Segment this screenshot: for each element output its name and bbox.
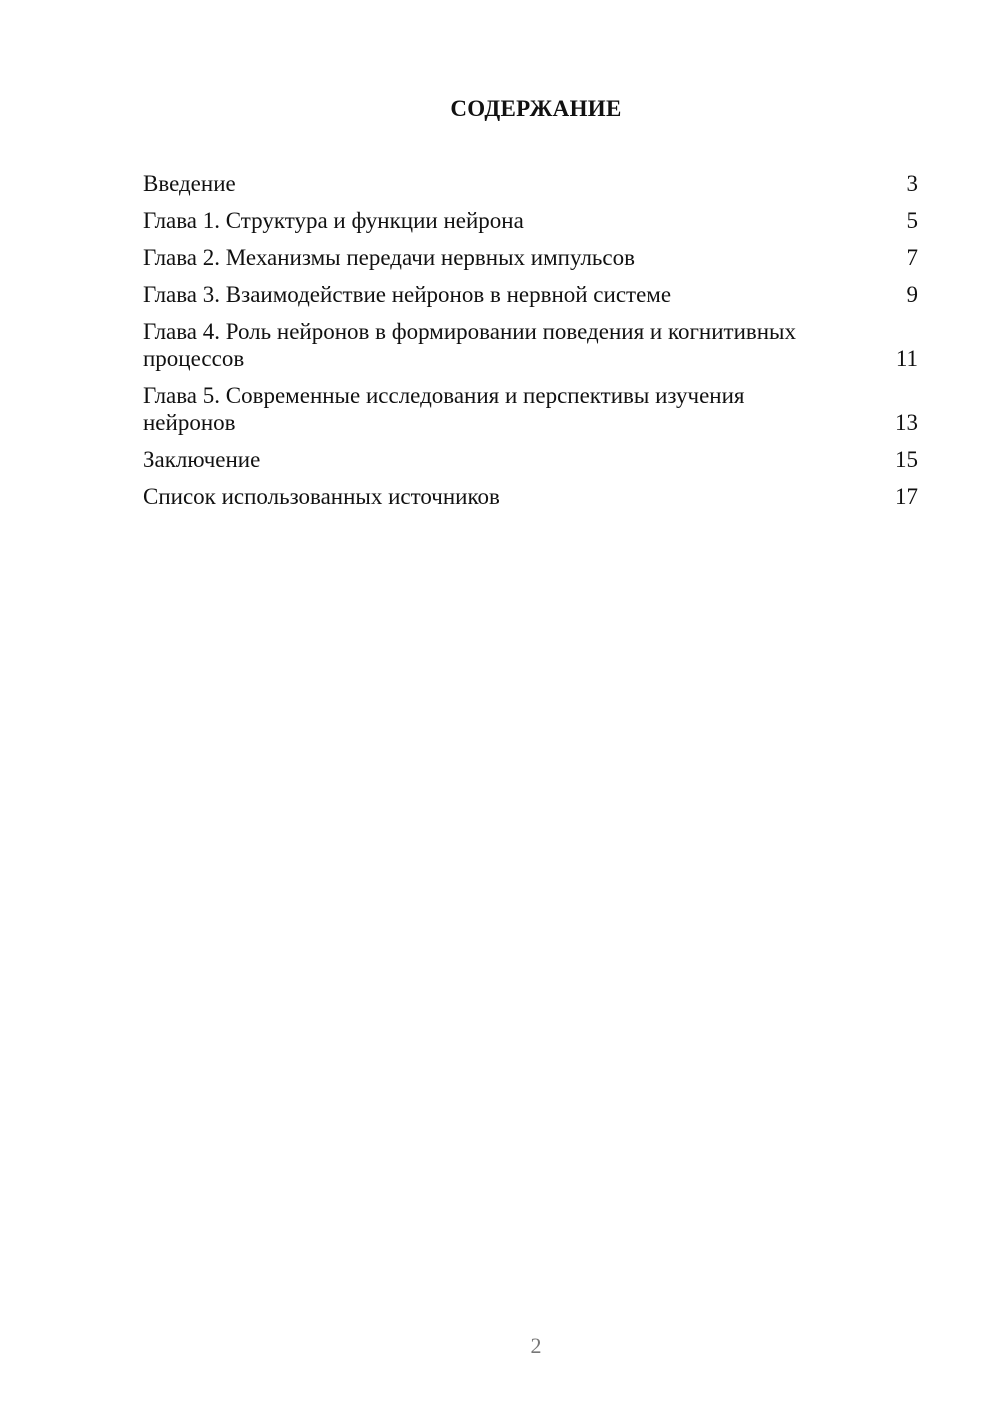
toc-entry-page: 5 — [906, 208, 918, 233]
toc-entry-conclusion — [143, 446, 918, 473]
toc-entry-page: 17 — [895, 484, 918, 509]
toc-entry-title: Глава 5. Современные исследования и перспективы изучения нейронов — [143, 383, 745, 435]
toc-entry-introduction — [143, 170, 918, 197]
toc-entry-chapter-4 — [143, 318, 918, 372]
toc-entry-chapter-2 — [143, 244, 918, 271]
toc-entry-title: Глава 3. Взаимодействие нейронов в нервной системе — [143, 282, 672, 307]
toc-entry-chapter-1 — [143, 207, 918, 234]
toc-entry-page: 9 — [906, 282, 918, 307]
toc-entry-page: 7 — [906, 245, 918, 270]
table-of-contents — [143, 170, 918, 520]
toc-entry-title: Список использованных источников — [143, 484, 500, 509]
toc-entry-title: Глава 1. Структура и функции нейрона — [143, 208, 524, 233]
toc-entry-references — [143, 483, 918, 510]
page-title: СОДЕРЖАНИЕ — [450, 96, 622, 121]
toc-entry-page: 15 — [895, 447, 918, 472]
toc-entry-title: Введение — [143, 171, 236, 196]
toc-entry-chapter-5 — [143, 382, 918, 436]
toc-entry-page: 11 — [895, 346, 918, 371]
toc-entry-page: 13 — [895, 410, 918, 435]
toc-entry-title: Заключение — [143, 447, 261, 472]
toc-entry-title: Глава 4. Роль нейронов в формировании поведения и когнитивных процессов — [143, 319, 797, 371]
toc-entry-page: 3 — [906, 171, 918, 196]
toc-entry-chapter-3 — [143, 281, 918, 308]
toc-entry-title: Глава 2. Механизмы передачи нервных импульсов — [143, 245, 635, 270]
page-number: 2 — [530, 1333, 542, 1358]
